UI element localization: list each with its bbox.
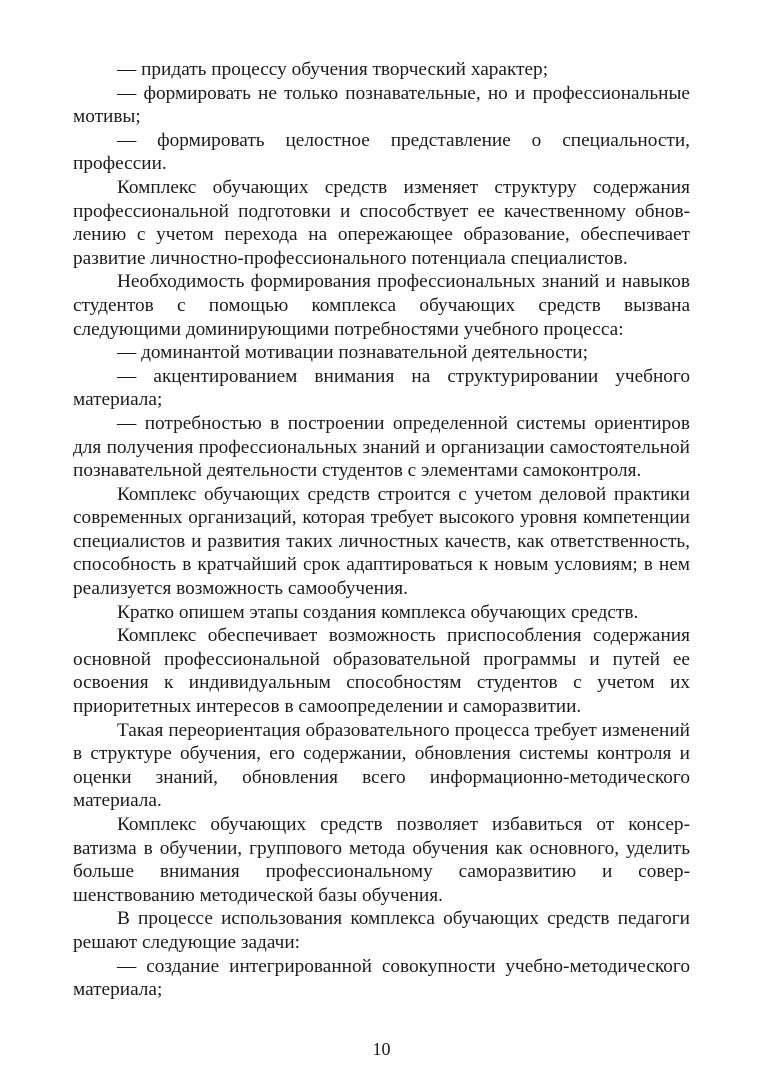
paragraph-list-item: — формировать целостное представление о специальности, профессии. xyxy=(73,129,690,175)
page-number: 10 xyxy=(372,1039,391,1059)
paragraph-list-item: — создание интегрированной совокупности учебно-методического материала; xyxy=(73,955,690,1001)
paragraph-list-item: — формировать не только познавательные, но и профессиональные мотивы; xyxy=(73,82,690,128)
paragraph-list-item: — придать процессу обучения творческий характер; xyxy=(117,59,549,80)
paragraph: Необходимость формирования профессиональных знаний и навыков студентов с помощью комплекса обучающих средств вызвана следующими доминирующими потребностями учебного процесса: xyxy=(73,271,690,340)
paragraph-list-item: — потребностью в построении определенной системы ориентиров для получения профессиональных знаний и организации самостоятельной познавательной деятельности студентов с элементами самоконтроля. xyxy=(73,412,690,482)
paragraph: В процессе использования комплекса обучающих средств педагоги решают следующие задачи: xyxy=(73,908,690,953)
paragraph-list-item: — доминантой мотивации познавательной деятельности; xyxy=(117,342,588,364)
paragraph: Такая переориентация образовательного процесса требует изменений в структуре обучения, его содержании, обновления системы контроля и оценки знаний, обновления всего информационно-методического материала. xyxy=(73,719,690,812)
paragraph: Комплекс обучающих средств строится с учетом деловой практики современных организаций, которая требует высокого уровня компетенции специалистов и развития таких личностных качеств, как ответственность, способность в кратчайший срок адаптироваться к новым условиям; в нем реализуется возможность самообучения. xyxy=(73,483,690,600)
paragraph: Комплекс обучающих средств изменяет структуру содержания профессиональной подготовки и способствует ее качественному обновлению с учетом перехода на опережающее образование, обеспечивает развитие личностно-профессионального потенциала специалистов. xyxy=(73,176,690,269)
paragraph: Комплекс обучающих средств позволяет избавиться от консерватизма в обучении, группового метода обучения как основного, уделить больше внимания профессиональному саморазвитию и совершенствованию методической базы обучения. xyxy=(73,814,690,906)
paragraph-list-item: — акцентированием внимания на структурировании учебного материала; xyxy=(73,365,690,411)
body-text xyxy=(73,58,690,1002)
paragraph: Комплекс обеспечивает возможность приспособления содержания основной профессиональной образовательной программы и путей ее освоения к индивидуальным способностям студентов с учетом их приоритетных интересов в самоопределении и саморазвитии. xyxy=(73,625,690,718)
paragraph: Кратко опишем этапы создания комплекса обучающих средств. xyxy=(117,601,639,623)
